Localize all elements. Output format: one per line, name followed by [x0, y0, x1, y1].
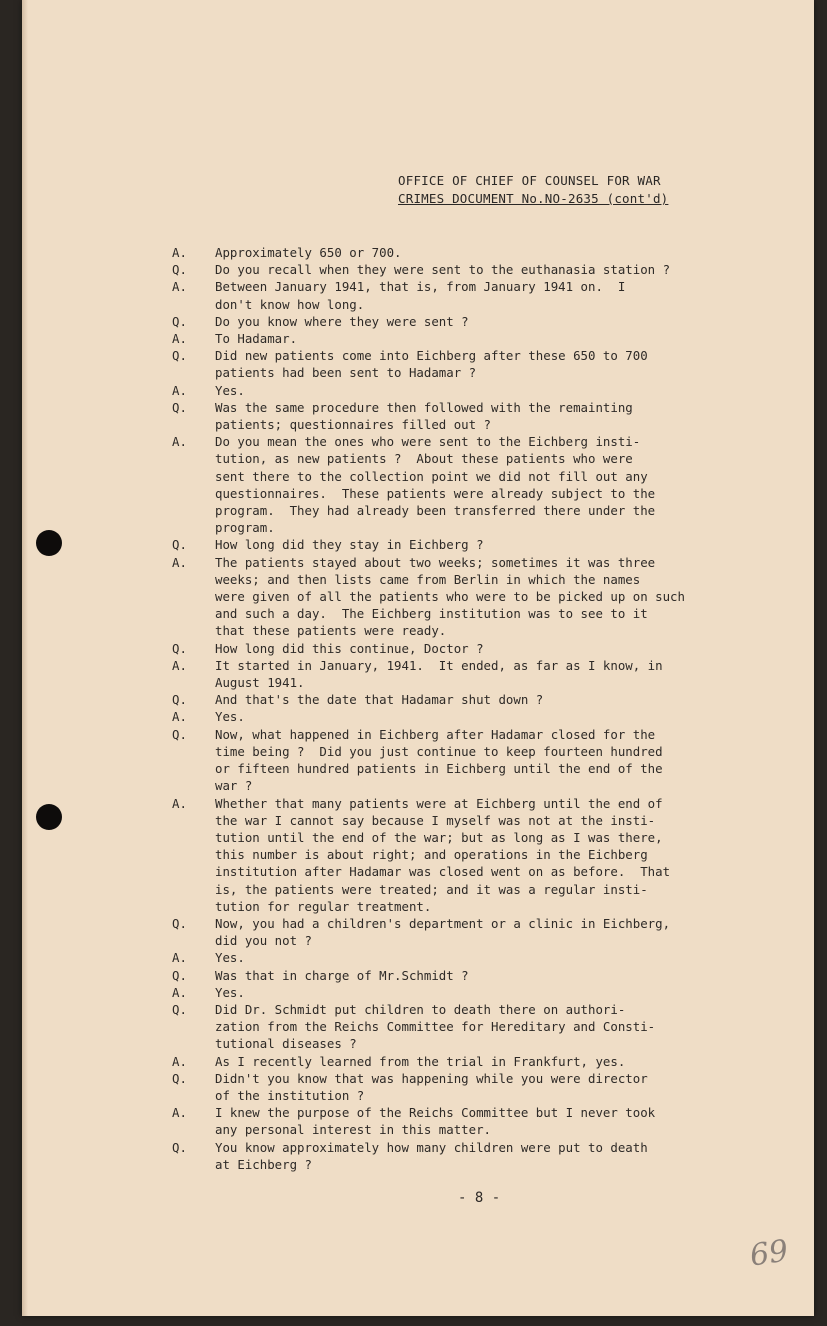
text-line: did you not ? — [215, 933, 312, 949]
speaker-label: Q. — [172, 1139, 187, 1155]
speaker-label: Q. — [172, 262, 187, 278]
entry-text — [215, 536, 772, 553]
text-line: Yes. — [215, 382, 245, 398]
text-line: or fifteen hundred patients in Eichberg until the end of the — [215, 761, 663, 777]
question-entry — [172, 313, 772, 330]
speaker-label: Q. — [172, 915, 187, 931]
text-line: don't know how long. — [215, 296, 365, 312]
question-entry — [172, 915, 772, 949]
entry-text — [215, 347, 772, 381]
text-line: were given of all the patients who were to be picked up on such — [215, 589, 685, 605]
text-line: Approximately 650 or 700. — [215, 245, 402, 260]
header-line-2: CRIMES DOCUMENT No.NO-2635 (cont'd) — [398, 191, 669, 206]
question-entry — [172, 726, 772, 795]
text-line: The patients stayed about two weeks; sometimes it was three — [215, 554, 656, 570]
text-line: Yes. — [215, 950, 245, 966]
text-line: that these patients were ready. — [215, 623, 447, 639]
speaker-label: Q. — [172, 967, 187, 983]
question-entry — [172, 536, 772, 553]
text-line: program. — [215, 520, 275, 536]
entry-text — [215, 382, 772, 399]
text-line: patients had been sent to Hadamar ? — [215, 365, 477, 381]
entry-text — [215, 433, 772, 536]
speaker-label: Q. — [172, 313, 187, 329]
entry-text — [215, 278, 772, 312]
text-line: time being ? Did you just continue to keep fourteen hundred — [215, 743, 663, 759]
text-line: Yes. — [215, 984, 245, 1000]
entry-text — [215, 1104, 772, 1138]
entry-text — [215, 244, 772, 261]
text-line: How long did this continue, Doctor ? — [215, 640, 484, 656]
question-entry — [172, 967, 772, 984]
speaker-label: Q. — [172, 1001, 187, 1017]
entry-text — [215, 949, 772, 966]
answer-entry — [172, 1053, 772, 1070]
punch-hole-lower — [36, 804, 62, 830]
speaker-label: A. — [172, 279, 187, 295]
text-line: zation from the Reichs Committee for Hereditary and Consti- — [215, 1019, 656, 1035]
entry-text — [215, 726, 772, 795]
text-line: tution for regular treatment. — [215, 898, 432, 914]
speaker-label: A. — [172, 434, 187, 450]
header-line-1: OFFICE OF CHIEF OF COUNSEL FOR WAR — [398, 173, 661, 188]
text-line: It started in January, 1941. It ended, as far as I know, in — [215, 657, 663, 673]
answer-entry — [172, 244, 772, 261]
text-line: Now, what happened in Eichberg after Hadamar closed for the — [215, 726, 656, 742]
text-line: program. They had already been transferred there under the — [215, 503, 656, 519]
text-line: institution after Hadamar was closed went on as before. That — [215, 864, 671, 880]
speaker-label: A. — [172, 657, 187, 673]
entry-text — [215, 640, 772, 657]
entry-text — [215, 708, 772, 725]
text-line: of the institution ? — [215, 1087, 365, 1103]
text-line: August 1941. — [215, 675, 305, 691]
entry-text — [215, 795, 772, 915]
speaker-label: A. — [172, 950, 187, 966]
entry-text — [215, 1053, 772, 1070]
text-line: Yes. — [215, 709, 245, 725]
entry-text — [215, 967, 772, 984]
text-line: How long did they stay in Eichberg ? — [215, 537, 484, 553]
text-line: Now, you had a children's department or a clinic in Eichberg, — [215, 915, 671, 931]
text-line: the war I cannot say because I myself was not at the insti- — [215, 812, 656, 828]
entry-text — [215, 399, 772, 433]
question-entry — [172, 347, 772, 381]
text-line: Between January 1941, that is, from January 1941 on. I — [215, 279, 626, 295]
handwritten-page-mark: 69 — [747, 1233, 791, 1274]
question-entry — [172, 640, 772, 657]
entry-text — [215, 984, 772, 1001]
document-page — [22, 0, 814, 1316]
text-line: Did Dr. Schmidt put children to death there on authori- — [215, 1001, 626, 1017]
question-entry — [172, 261, 772, 278]
answer-entry — [172, 984, 772, 1001]
entry-text — [215, 261, 772, 278]
page-edge-shadow — [22, 0, 28, 1316]
text-line: As I recently learned from the trial in Frankfurt, yes. — [215, 1053, 626, 1069]
question-entry — [172, 1139, 772, 1173]
text-line: patients; questionnaires filled out ? — [215, 417, 492, 433]
entry-text — [215, 1070, 772, 1104]
answer-entry — [172, 382, 772, 399]
text-line: Was the same procedure then followed with the remainting — [215, 399, 633, 415]
text-line: And that's the date that Hadamar shut down ? — [215, 692, 544, 708]
speaker-label: Q. — [172, 692, 187, 708]
text-line: any personal interest in this matter. — [215, 1122, 492, 1138]
question-entry — [172, 691, 772, 708]
text-line: weeks; and then lists came from Berlin in which the names — [215, 571, 641, 587]
speaker-label: Q. — [172, 537, 187, 553]
speaker-label: A. — [172, 1053, 187, 1069]
speaker-label: Q. — [172, 399, 187, 415]
document-header — [398, 172, 668, 208]
text-line: Was that in charge of Mr.Schmidt ? — [215, 967, 469, 983]
speaker-label: A. — [172, 709, 187, 725]
text-line: You know approximately how many children were put to death — [215, 1139, 648, 1155]
answer-entry — [172, 657, 772, 691]
question-entry — [172, 399, 772, 433]
page-number: - 8 - — [458, 1190, 501, 1206]
entry-text — [215, 330, 772, 347]
text-line: is, the patients were treated; and it was a regular insti- — [215, 881, 648, 897]
text-line: at Eichberg ? — [215, 1156, 312, 1172]
speaker-label: A. — [172, 984, 187, 1000]
speaker-label: A. — [172, 795, 187, 811]
speaker-label: Q. — [172, 640, 187, 656]
text-line: To Hadamar. — [215, 331, 298, 347]
answer-entry — [172, 433, 772, 536]
entry-text — [215, 1001, 772, 1053]
answer-entry — [172, 278, 772, 312]
text-line: this number is about right; and operations in the Eichberg — [215, 847, 648, 863]
answer-entry — [172, 554, 772, 640]
interrogation-transcript — [172, 244, 772, 1173]
speaker-label: Q. — [172, 1070, 187, 1086]
text-line: questionnaires. These patients were already subject to the — [215, 485, 656, 501]
speaker-label: A. — [172, 1105, 187, 1121]
question-entry — [172, 1001, 772, 1053]
text-line: tution until the end of the war; but as long as I was there, — [215, 829, 663, 845]
entry-text — [215, 1139, 772, 1173]
answer-entry — [172, 795, 772, 915]
text-line: Do you recall when they were sent to the euthanasia station ? — [215, 262, 671, 278]
text-line: Do you know where they were sent ? — [215, 313, 469, 329]
entry-text — [215, 657, 772, 691]
text-line: tution, as new patients ? About these patients who were — [215, 451, 633, 467]
answer-entry — [172, 708, 772, 725]
answer-entry — [172, 1104, 772, 1138]
answer-entry — [172, 949, 772, 966]
entry-text — [215, 554, 772, 640]
speaker-label: A. — [172, 331, 187, 347]
question-entry — [172, 1070, 772, 1104]
text-line: sent there to the collection point we did not fill out any — [215, 468, 648, 484]
text-line: tutional diseases ? — [215, 1036, 357, 1052]
entry-text — [215, 915, 772, 949]
speaker-label: Q. — [172, 726, 187, 742]
text-line: Whether that many patients were at Eichberg until the end of — [215, 795, 663, 811]
punch-hole-upper — [36, 530, 62, 556]
speaker-label: Q. — [172, 348, 187, 364]
text-line: Didn't you know that was happening while you were director — [215, 1070, 648, 1086]
entry-text — [215, 313, 772, 330]
entry-text — [215, 691, 772, 708]
text-line: war ? — [215, 778, 253, 794]
answer-entry — [172, 330, 772, 347]
speaker-label: A. — [172, 554, 187, 570]
text-line: and such a day. The Eichberg institution was to see to it — [215, 606, 648, 622]
text-line: Do you mean the ones who were sent to the Eichberg insti- — [215, 434, 641, 450]
speaker-label: A. — [172, 382, 187, 398]
speaker-label: A. — [172, 245, 187, 260]
text-line: I knew the purpose of the Reichs Committee but I never took — [215, 1105, 656, 1121]
text-line: Did new patients come into Eichberg after these 650 to 700 — [215, 348, 648, 364]
